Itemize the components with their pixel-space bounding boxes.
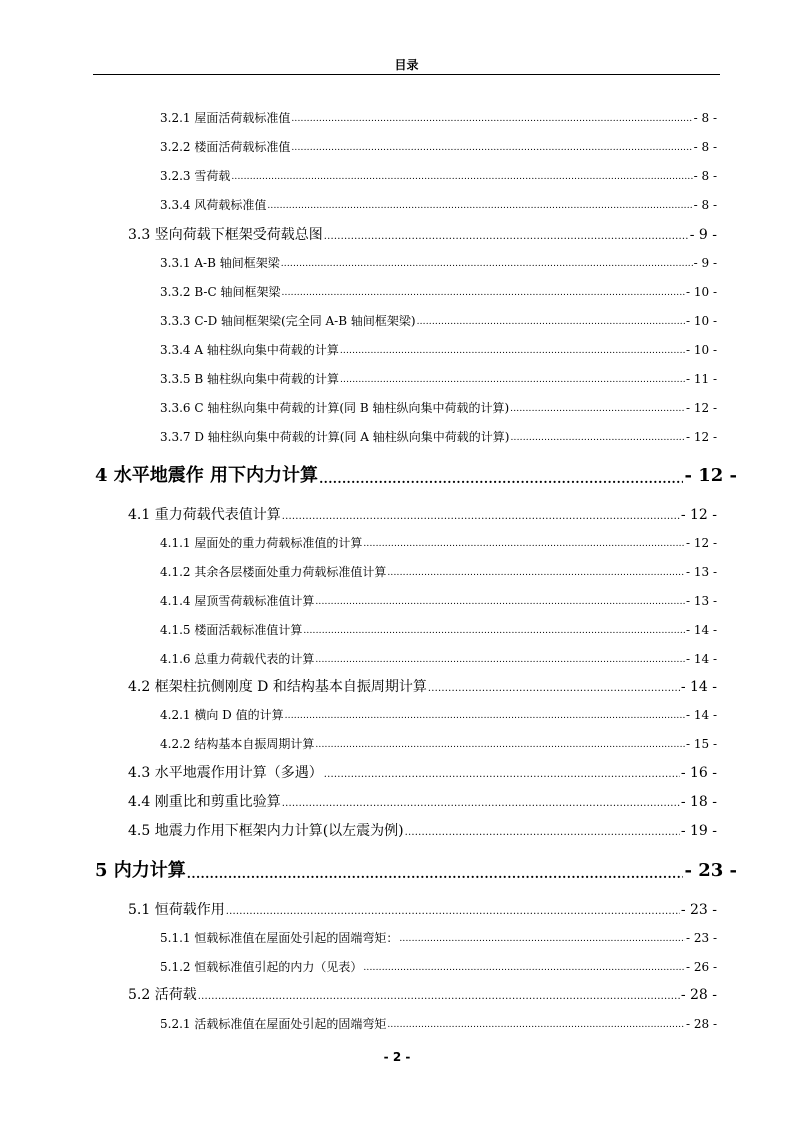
toc-entry-page: - 12 - bbox=[680, 507, 717, 523]
toc-entry[interactable] bbox=[160, 707, 717, 723]
toc-leader-dots bbox=[291, 141, 692, 155]
toc-leader-dots bbox=[231, 170, 692, 184]
toc-entry-title: 5 内力计算 bbox=[95, 860, 186, 881]
toc-leader-dots bbox=[387, 1018, 685, 1032]
toc-entry-page: - 19 - bbox=[680, 823, 717, 839]
toc-leader-dots bbox=[303, 624, 685, 638]
toc-entry-page: - 9 - bbox=[693, 256, 717, 270]
toc-entry-title: 3.3.4 A 轴柱纵向集中荷载的计算 bbox=[160, 343, 339, 357]
header-title: 目录 bbox=[394, 58, 419, 72]
toc-entry-page: - 14 - bbox=[680, 679, 717, 695]
toc-entry[interactable] bbox=[160, 651, 717, 667]
toc-entry-page: - 11 - bbox=[685, 372, 717, 386]
toc-entry[interactable] bbox=[160, 564, 717, 580]
toc-entry-title: 4.5 地震力作用下框架内力计算(以左震为例) bbox=[128, 823, 404, 839]
toc-leader-dots bbox=[315, 595, 685, 609]
toc-leader-dots bbox=[282, 509, 680, 525]
toc-entry[interactable] bbox=[160, 342, 717, 358]
toc-entry-page: - 8 - bbox=[693, 169, 717, 183]
toc-entry-title: 5.2.1 活载标准值在屋面处引起的固端弯矩 bbox=[160, 1017, 387, 1031]
toc-entry[interactable] bbox=[160, 139, 717, 155]
toc-leader-dots bbox=[428, 681, 680, 697]
toc-entry-title: 4.1.1 屋面处的重力荷载标准值的计算 bbox=[160, 536, 363, 550]
toc-leader-dots bbox=[267, 199, 692, 213]
toc-entry-title: 4.1.5 楼面活载标准值计算 bbox=[160, 623, 303, 637]
toc-entry[interactable] bbox=[160, 168, 717, 184]
toc-entry-page: - 8 - bbox=[693, 111, 717, 125]
toc-entry-title: 3.3.4 风荷载标准值 bbox=[160, 198, 267, 212]
toc-leader-dots bbox=[315, 653, 685, 667]
toc-entry-title: 5.1.1 恒载标准值在屋面处引起的固端弯矩： bbox=[160, 931, 399, 945]
toc-entry[interactable] bbox=[128, 678, 717, 697]
toc-entry-page: - 9 - bbox=[689, 227, 717, 243]
toc-entry-title: 4 水平地震作 用下内力计算 bbox=[95, 465, 319, 486]
toc-entry[interactable] bbox=[160, 622, 717, 638]
toc-entry-page: - 26 - bbox=[685, 960, 717, 974]
toc-entry-title: 3.3.2 B-C 轴间框架梁 bbox=[160, 285, 281, 299]
toc-entry-title: 5.1.2 恒载标准值引起的内力（见表） bbox=[160, 960, 363, 974]
toc-leader-dots bbox=[340, 373, 685, 387]
toc-entry[interactable] bbox=[128, 822, 717, 841]
toc-entry-title: 4.2 框架柱抗侧刚度 D 和结构基本自振周期计算 bbox=[128, 679, 427, 695]
toc-entry-page: - 12 - bbox=[685, 430, 717, 444]
toc-leader-dots bbox=[285, 709, 685, 723]
toc-entry-title: 4.3 水平地震作用计算（多遇） bbox=[128, 765, 323, 781]
toc-entry[interactable] bbox=[160, 110, 717, 126]
toc-leader-dots bbox=[363, 961, 685, 975]
toc-leader-dots bbox=[319, 470, 683, 488]
toc-entry-page: - 10 - bbox=[685, 343, 717, 357]
toc-entry-title: 3.3.6 C 轴柱纵向集中荷载的计算(同 B 轴柱纵向集中荷载的计算) bbox=[160, 401, 510, 415]
toc-entry-page: - 13 - bbox=[685, 594, 717, 608]
toc-entry-title: 3.2.1 屋面活荷载标准值 bbox=[160, 111, 291, 125]
toc-leader-dots bbox=[282, 796, 680, 812]
toc-entry-page: - 23 - bbox=[680, 902, 717, 918]
toc-entry[interactable] bbox=[128, 901, 717, 920]
toc-entry-title: 4.1.6 总重力荷载代表的计算 bbox=[160, 652, 315, 666]
toc-entry[interactable] bbox=[160, 736, 717, 752]
toc-leader-dots bbox=[417, 315, 685, 329]
toc-entry[interactable] bbox=[160, 593, 717, 609]
toc-entry-page: - 12 - bbox=[685, 401, 717, 415]
toc-entry-page: - 14 - bbox=[685, 623, 717, 637]
toc-leader-dots bbox=[387, 566, 685, 580]
page-header bbox=[93, 56, 720, 75]
toc-entry[interactable] bbox=[128, 986, 717, 1005]
toc-entry-title: 5.1 恒荷载作用 bbox=[128, 902, 225, 918]
toc-entry-title: 3.2.2 楼面活荷载标准值 bbox=[160, 140, 291, 154]
toc-entry-title: 4.2.2 结构基本自振周期计算 bbox=[160, 737, 315, 751]
toc-entry-page: - 28 - bbox=[680, 987, 717, 1003]
toc-entry-title: 4.2.1 横向 D 值的计算 bbox=[160, 708, 284, 722]
toc-entry[interactable] bbox=[95, 859, 737, 883]
toc-entry[interactable] bbox=[160, 959, 717, 975]
toc-entry[interactable] bbox=[128, 793, 717, 812]
toc-leader-dots bbox=[187, 865, 684, 883]
toc-leader-dots bbox=[510, 431, 685, 445]
toc-entry-title: 4.4 刚重比和剪重比验算 bbox=[128, 794, 281, 810]
toc-entry-title: 5.2 活荷载 bbox=[128, 987, 197, 1003]
toc-leader-dots bbox=[405, 825, 680, 841]
toc-leader-dots bbox=[510, 402, 685, 416]
toc-entry-title: 3.3.3 C-D 轴间框架梁(完全同 A-B 轴间框架梁) bbox=[160, 314, 416, 328]
toc-entry-page: - 13 - bbox=[685, 565, 717, 579]
toc-entry[interactable] bbox=[160, 535, 717, 551]
toc-leader-dots bbox=[324, 767, 680, 783]
toc-entry-page: - 8 - bbox=[693, 140, 717, 154]
toc-leader-dots bbox=[340, 344, 685, 358]
toc-entry-page: - 16 - bbox=[680, 765, 717, 781]
toc-entry[interactable] bbox=[160, 1016, 717, 1032]
toc-entry-title: 4.1.4 屋顶雪荷载标准值计算 bbox=[160, 594, 315, 608]
toc-leader-dots bbox=[226, 904, 680, 920]
toc-leader-dots bbox=[281, 286, 685, 300]
toc-entry-title: 3.3.5 B 轴柱纵向集中荷载的计算 bbox=[160, 372, 339, 386]
toc-leader-dots bbox=[198, 989, 680, 1005]
toc-leader-dots bbox=[399, 932, 685, 946]
toc-entry[interactable] bbox=[160, 429, 717, 445]
toc-entry-title: 3.3.7 D 轴柱纵向集中荷载的计算(同 A 轴柱纵向集中荷载的计算) bbox=[160, 430, 510, 444]
toc-leader-dots bbox=[291, 112, 692, 126]
toc-entry-page: - 15 - bbox=[685, 737, 717, 751]
toc-entry-page: - 23 - bbox=[685, 931, 717, 945]
toc-entry[interactable] bbox=[160, 255, 717, 271]
toc-entry[interactable] bbox=[160, 313, 717, 329]
toc-entry[interactable] bbox=[128, 226, 717, 245]
toc-entry-page: - 12 - bbox=[684, 465, 737, 486]
toc-entry[interactable] bbox=[95, 464, 737, 488]
toc-leader-dots bbox=[324, 229, 689, 245]
toc-entry-page: - 10 - bbox=[685, 285, 717, 299]
toc-entry-title: 4.1 重力荷载代表值计算 bbox=[128, 507, 281, 523]
toc-entry[interactable] bbox=[160, 371, 717, 387]
toc-entry-page: - 14 - bbox=[685, 708, 717, 722]
toc-entry[interactable] bbox=[128, 506, 717, 525]
toc-entry[interactable] bbox=[160, 284, 717, 300]
toc-entry-page: - 18 - bbox=[680, 794, 717, 810]
toc-entry-page: - 8 - bbox=[693, 198, 717, 212]
toc-entry-title: 3.3.1 A-B 轴间框架梁 bbox=[160, 256, 280, 270]
toc-entry-title: 4.1.2 其余各层楼面处重力荷载标准值计算 bbox=[160, 565, 387, 579]
toc-entry-title: 3.3 竖向荷载下框架受荷载总图 bbox=[128, 227, 323, 243]
toc-entry-page: - 23 - bbox=[684, 860, 737, 881]
toc-entry[interactable] bbox=[128, 764, 717, 783]
toc-entry-page: - 14 - bbox=[685, 652, 717, 666]
toc-leader-dots bbox=[315, 738, 685, 752]
toc-leader-dots bbox=[363, 537, 685, 551]
toc-entry-page: - 12 - bbox=[685, 536, 717, 550]
toc-entry-page: - 28 - bbox=[685, 1017, 717, 1031]
toc-leader-dots bbox=[281, 257, 693, 271]
toc-entry[interactable] bbox=[160, 197, 717, 213]
toc-entry-title: 3.2.3 雪荷载 bbox=[160, 169, 231, 183]
toc-entry[interactable] bbox=[160, 400, 717, 416]
toc-entry[interactable] bbox=[160, 930, 717, 946]
toc-entry-page: - 10 - bbox=[685, 314, 717, 328]
page-number: - 2 - bbox=[383, 1050, 411, 1064]
